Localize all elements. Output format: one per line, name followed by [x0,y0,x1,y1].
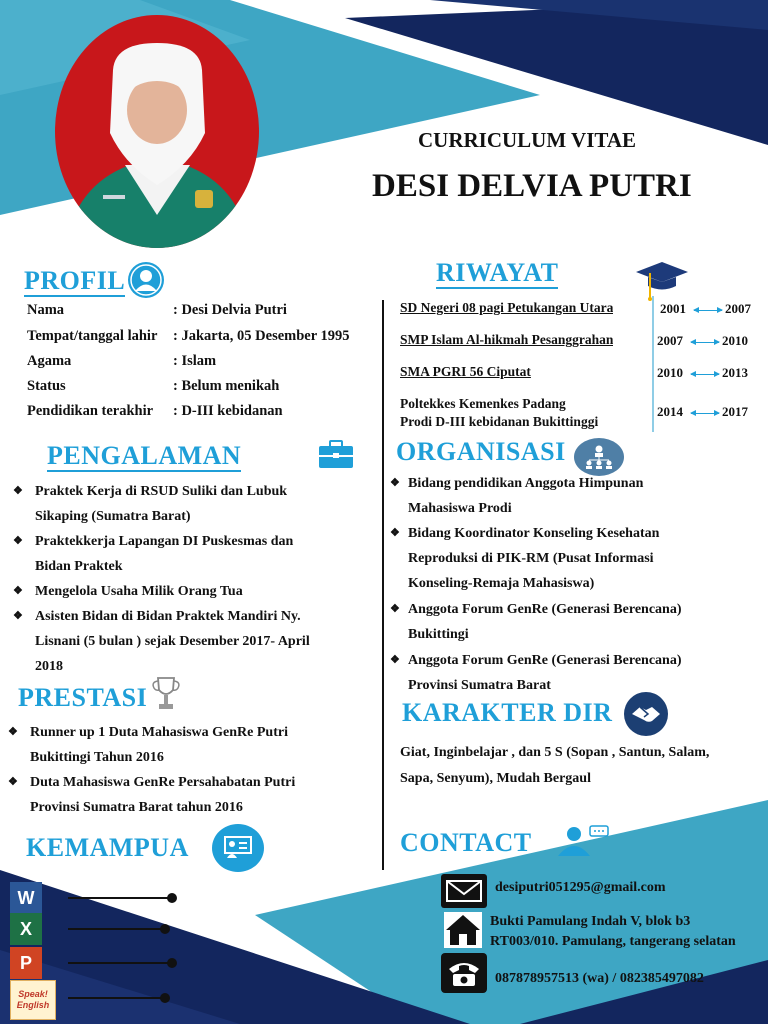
profil-value: : Jakarta, 05 Desember 1995 [173,328,350,344]
skill-level-marker [167,958,177,968]
year-range-arrow [691,413,719,414]
skill-level-marker [160,993,170,1003]
profil-value: : Belum menikah [173,378,280,394]
year-range-arrow [694,310,722,311]
bullet-icon: ❖ [390,654,400,666]
contact-heading: CONTACT [400,828,532,857]
profil-heading: PROFIL [24,266,126,295]
item-line: 2018 [35,659,63,674]
pengalaman-heading: PENGALAMAN [47,441,242,470]
customer-service-icon [548,822,610,863]
karakter-line: Sapa, Senyum), Mudah Bergaul [400,771,591,786]
item-line: Reproduksi di PIK-RM (Pusat Informasi [408,551,654,566]
riwayat-school: SD Negeri 08 pagi Petukangan Utara [400,300,614,315]
list-item [390,648,765,698]
profil-label: Pendidikan terakhir [27,403,154,419]
list-item [390,597,765,647]
riwayat-school: SMP Islam Al-hikmah Pesanggrahan [400,332,614,347]
riwayat-school: SMA PGRI 56 Ciputat [400,364,531,379]
profil-value: : D-III kebidanan [173,403,283,419]
year-range-arrow [691,342,719,343]
list-item [13,579,373,604]
item-line: Sikaping (Sumatra Barat) [35,509,191,524]
column-divider [382,300,384,870]
item-line: Bukittingi [408,627,469,642]
contact-address-line1: Bukti Pamulang Indah V, blok b3 [490,914,691,929]
riwayat-school: Poltekkes Kemenkes Padang [400,396,566,411]
presentation-icon [212,824,264,872]
contact-email[interactable]: desiputri051295@gmail.com [495,880,666,895]
riwayat-start-year: 2001 [660,301,686,316]
riwayat-end-year: 2010 [722,333,748,348]
graduation-cap-icon [634,260,690,307]
profile-photo [55,15,259,248]
contact-phone[interactable]: 087878957513 (wa) / 082385497082 [495,971,704,986]
riwayat-end-year: 2017 [722,404,748,419]
list-item [13,479,373,529]
item-line: Runner up 1 Duta Mahasiswa GenRe Putri [30,725,288,740]
bullet-icon: ❖ [13,585,23,597]
skill-level-marker [160,924,170,934]
skill-level-marker [167,893,177,903]
profil-value: : Desi Delvia Putri [173,302,287,318]
profil-value: : Islam [173,353,217,369]
item-line: Bidang Koordinator Konseling Kesehatan [408,526,660,541]
riwayat-end-year: 2013 [722,365,748,380]
item-line: Duta Mahasiswa GenRe Persahabatan Putri [30,775,296,790]
list-item [8,720,368,770]
skill-level-bar [68,997,166,999]
kemampuan-heading: KEMAMPUA [26,833,189,862]
bullet-icon: ❖ [390,527,400,539]
riwayat-school-line2: Prodi D-III kebidanan Bukittinggi [400,414,599,429]
bullet-icon: ❖ [13,610,23,622]
skill-level-bar [68,928,166,930]
item-line: Anggota Forum GenRe (Generasi Berencana) [408,602,682,617]
item-line: Bidan Praktek [35,559,123,574]
year-range-arrow [691,374,719,375]
cv-title: CURRICULUM VITAE [418,128,636,152]
person-name: DESI DELVIA PUTRI [372,168,692,204]
timeline-line [652,296,654,432]
list-item [13,604,378,679]
item-line: Lisnani (5 bulan ) sejak Desember 2017- April [35,634,310,649]
item-line: Provinsi Sumatra Barat [408,678,551,693]
email-icon [441,874,487,908]
prestasi-heading: PRESTASI [18,683,148,712]
item-line: Asisten Bidan di Bidan Praktek Mandiri Ny. [35,609,301,624]
skill-level-bar [68,962,173,964]
profil-label: Agama [27,353,72,369]
riwayat-start-year: 2010 [657,365,683,380]
english-icon: Speak! English [10,980,56,1020]
karakter-line: Giat, Inginbelajar , dan 5 S (Sopan , Santun, Salam, [400,745,710,760]
excel-icon: X [10,913,42,945]
bullet-icon: ❖ [8,776,18,788]
home-icon [444,912,482,948]
trophy-icon [150,676,182,717]
item-line: Praktekkerja Lapangan DI Puskesmas dan [35,534,294,549]
bullet-icon: ❖ [13,535,23,547]
list-item [390,521,765,596]
list-item [390,471,765,521]
list-item [13,529,373,579]
briefcase-icon [318,440,354,475]
item-line: Praktek Kerja di RSUD Suliki dan Lubuk [35,484,288,499]
bullet-icon: ❖ [390,477,400,489]
bullet-icon: ❖ [13,485,23,497]
riwayat-heading: RIWAYAT [436,258,559,287]
riwayat-end-year: 2007 [725,301,751,316]
riwayat-start-year: 2014 [657,404,683,419]
item-line: Mengelola Usaha Milik Orang Tua [35,584,243,599]
item-line: Anggota Forum GenRe (Generasi Berencana) [408,653,682,668]
contact-address-line2: RT003/010. Pamulang, tangerang selatan [490,934,736,949]
portrait-image [55,15,259,248]
karakter-heading: KARAKTER DIR [402,698,613,727]
bullet-icon: ❖ [390,603,400,615]
profil-label: Tempat/tanggal lahir [27,328,158,344]
list-item [8,770,368,820]
karakter-text [400,740,709,792]
word-icon: W [10,882,42,914]
profil-label: Status [27,378,66,394]
skill-level-bar [68,897,173,899]
item-line: Konseling-Remaja Mahasiswa) [408,576,595,591]
bullet-icon: ❖ [8,726,18,738]
item-line: Mahasiswa Prodi [408,501,512,516]
item-line: Bukittingi Tahun 2016 [30,750,164,765]
item-line: Provinsi Sumatra Barat tahun 2016 [30,800,243,815]
handshake-icon [624,692,668,736]
riwayat-start-year: 2007 [657,333,683,348]
phone-icon [441,953,487,993]
profil-label: Nama [27,302,65,318]
organisasi-heading: ORGANISASI [396,437,566,466]
powerpoint-icon: P [10,947,42,979]
item-line: Bidang pendidikan Anggota Himpunan [408,476,644,491]
user-icon [128,262,164,298]
